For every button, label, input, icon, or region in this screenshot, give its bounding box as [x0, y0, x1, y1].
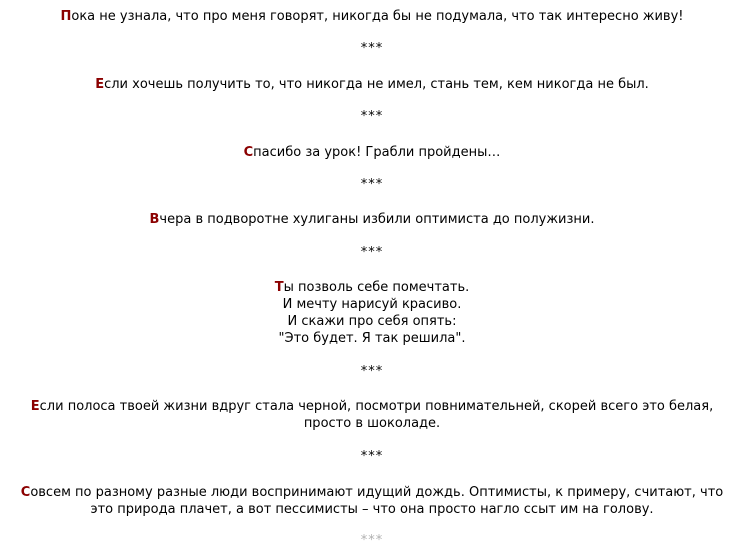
- quote-text: пасибо за урок! Грабли пройдены…: [253, 145, 501, 160]
- quote-text: овсем по разному разные люди воспринимают идущий дождь. Оптимисты, к примеру, считают, что: [30, 485, 724, 500]
- quote-4: [0, 211, 744, 228]
- quote-initial: Е: [30, 399, 40, 414]
- separator: ***: [360, 449, 384, 464]
- separator: ***: [360, 41, 384, 56]
- quote-6-line-1: [0, 398, 744, 415]
- quote-1: [0, 8, 744, 25]
- quote-initial: Е: [95, 77, 105, 92]
- quote-initial: С: [20, 485, 31, 500]
- quote-initial: В: [149, 212, 160, 227]
- quote-5-line-2: И мечту нарисуй красиво.: [282, 297, 462, 312]
- quote-5-line-4: "Это будет. Я так решила".: [278, 331, 466, 346]
- quote-7-line-1: [0, 484, 744, 501]
- quote-initial: П: [60, 9, 72, 24]
- separator-partial: ***: [360, 533, 384, 548]
- quote-text: ока не узнала, что про меня говорят, никогда бы не подумала, что так интересно живу!: [71, 9, 684, 24]
- separator: ***: [360, 177, 384, 192]
- quote-5-line-3: И скажи про себя опять:: [287, 314, 457, 329]
- quote-text: сли хочешь получить то, что никогда не имел, стань тем, кем никогда не был.: [104, 77, 649, 92]
- quote-6-line-2: просто в шоколаде.: [303, 416, 441, 431]
- quote-text: чера в подворотне хулиганы избили оптимиста до полужизни.: [159, 212, 595, 227]
- separator: ***: [360, 245, 384, 260]
- quote-initial: Т: [274, 280, 284, 295]
- quote-5-line-1: [0, 279, 744, 296]
- quote-7-line-2: это природа плачет, а вот пессимисты – что она просто нагло ссыт им на голову.: [90, 502, 654, 517]
- quote-text: ы позволь себе помечтать.: [283, 280, 470, 295]
- quote-text: сли полоса твоей жизни вдруг стала черной, посмотри повнимательней, скорей всего это белая,: [39, 399, 714, 414]
- separator: ***: [360, 109, 384, 124]
- quote-2: [0, 76, 744, 93]
- separator: ***: [360, 364, 384, 379]
- quote-initial: С: [243, 145, 254, 160]
- quote-3: [0, 144, 744, 161]
